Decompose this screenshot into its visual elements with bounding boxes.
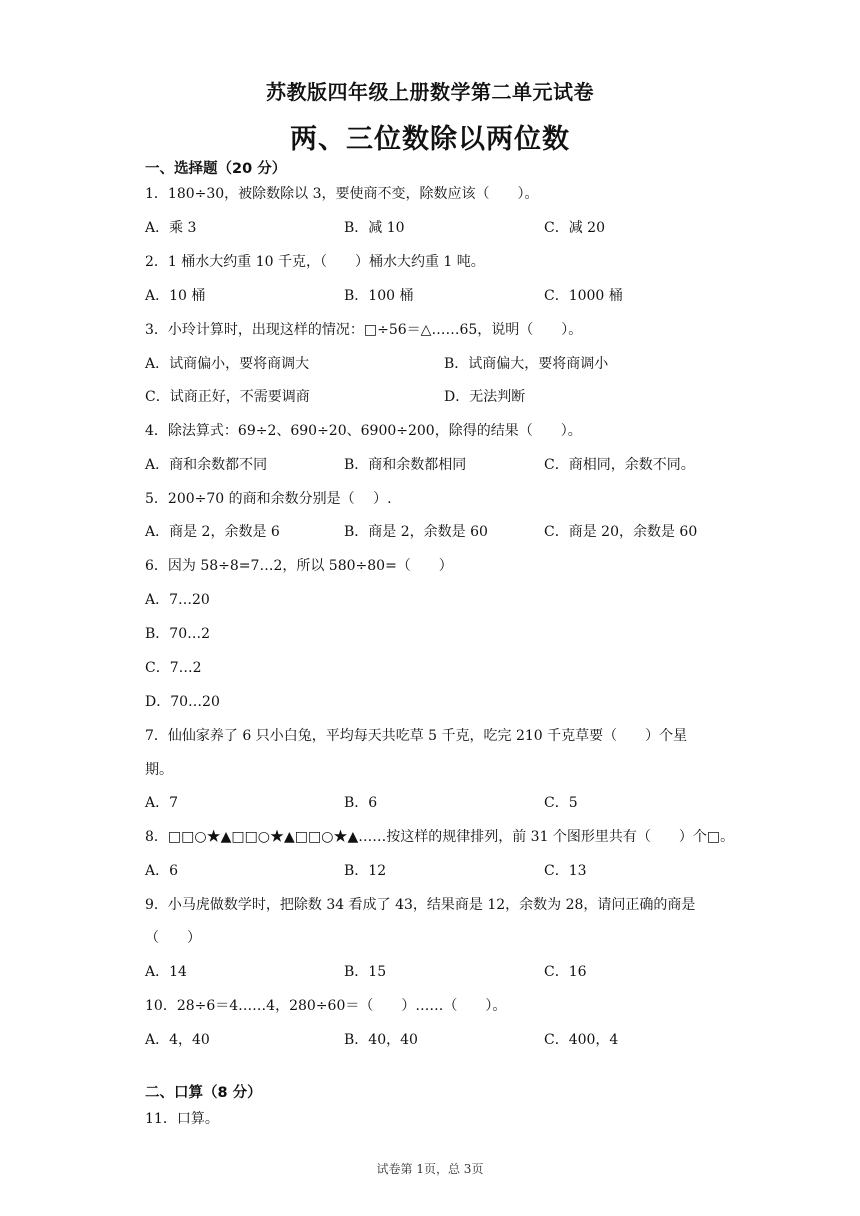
question-6-option-c: C．7…2: [145, 660, 202, 676]
question-3-option-d: D．无法判断: [444, 389, 526, 405]
question-8-option-c: C．13: [544, 863, 587, 879]
question-3-option-c: C．试商正好，不需要调商: [145, 389, 310, 405]
question-11-stem: 11．口算。: [145, 1111, 219, 1127]
section-heading-mental-math: 二、口算（8 分）: [145, 1085, 262, 1101]
question-8-stem: 8．□□○★▲□□○★▲□□○★▲……按这样的规律排列，前 31 个图形里共有（ ）个□。: [145, 829, 735, 845]
exam-subtitle: 两、三位数除以两位数: [290, 124, 570, 155]
question-6-option-b: B．70…2: [145, 626, 211, 642]
question-7-stem-line-1: 7．仙仙家养了 6 只小白兔，平均每天共吃草 5 千克，吃完 210 千克草要（ ）个星: [145, 728, 688, 744]
question-4-option-b: B．商和余数都相同: [344, 457, 467, 473]
question-8-option-b: B．12: [344, 863, 387, 879]
question-3-option-a: A．试商偏小，要将商调大: [145, 356, 310, 372]
section-heading-choice: 一、选择题（20 分）: [145, 161, 287, 177]
question-10-option-c: C．400，4: [544, 1032, 619, 1048]
question-10-stem: 10．28÷6＝4……4，280÷60＝（ ）……（ ）。: [145, 998, 507, 1014]
question-5-option-a: A．商是 2，余数是 6: [145, 524, 280, 540]
question-1-stem: 1．180÷30，被除数除以 3，要使商不变，除数应该（ ）。: [145, 186, 539, 202]
question-9-option-b: B．15: [344, 964, 387, 980]
question-2-option-b: B．100 桶: [344, 288, 414, 304]
question-9-stem-line-1: 9．小马虎做数学时，把除数 34 看成了 43，结果商是 12，余数为 28，请问正确的商是: [145, 897, 696, 913]
question-7-option-b: B．6: [344, 795, 378, 811]
question-7-option-a: A．7: [145, 795, 179, 811]
page-footer: 试卷第 1页，总 3页: [376, 1162, 484, 1176]
question-6-option-a: A．7…20: [145, 592, 210, 608]
question-8-option-a: A．6: [145, 863, 179, 879]
question-3-option-b: B．试商偏大，要将商调小: [444, 356, 609, 372]
question-5-option-c: C．商是 20，余数是 60: [544, 524, 698, 540]
question-7-option-c: C．5: [544, 795, 578, 811]
question-4-stem: 4．除法算式：69÷2、690÷20、6900÷200，除得的结果（ ）。: [145, 423, 582, 439]
question-9-option-a: A．14: [145, 964, 187, 980]
question-2-option-c: C．1000 桶: [544, 288, 623, 304]
question-1-option-a: A．乘 3: [145, 220, 197, 236]
question-9-stem-line-2: （ ）: [145, 930, 201, 946]
question-5-stem: 5．200÷70 的商和余数分别是（ ）.: [145, 491, 392, 507]
question-1-option-b: B．减 10: [344, 220, 405, 236]
exam-title: 苏教版四年级上册数学第二单元试卷: [266, 80, 594, 104]
question-9-option-c: C．16: [544, 964, 587, 980]
question-5-option-b: B．商是 2，余数是 60: [344, 524, 488, 540]
question-7-stem-line-2: 期。: [145, 762, 173, 778]
question-2-stem: 2．1 桶水大约重 10 千克，（ ）桶水大约重 1 吨。: [145, 254, 485, 270]
question-10-option-b: B．40，40: [344, 1032, 418, 1048]
question-10-option-a: A．4，40: [145, 1032, 210, 1048]
question-1-option-c: C．减 20: [544, 220, 605, 236]
question-4-option-a: A．商和余数都不同: [145, 457, 268, 473]
question-6-option-d: D．70…20: [145, 694, 220, 710]
question-2-option-a: A．10 桶: [145, 288, 206, 304]
question-3-stem: 3．小玲计算时，出现这样的情况：□÷56＝△……65，说明（ ）。: [145, 322, 583, 338]
question-6-stem: 6．因为 58÷8=7…2，所以 580÷80=（ ）: [145, 558, 453, 574]
question-4-option-c: C．商相同，余数不同。: [544, 457, 695, 473]
